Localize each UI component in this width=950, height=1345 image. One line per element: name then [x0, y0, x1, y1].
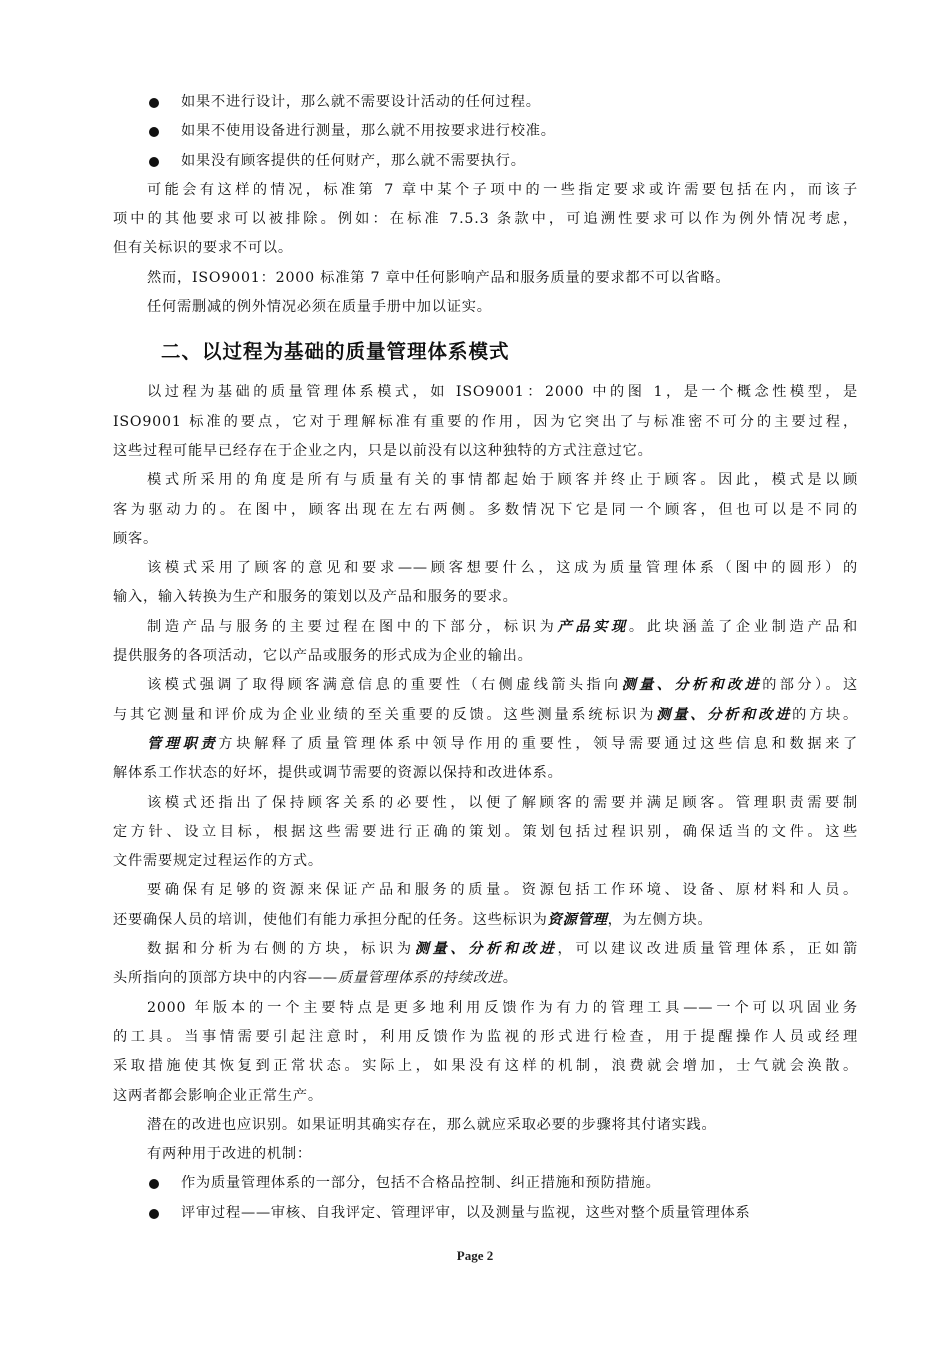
paragraph-line: 这两者都会影响企业正常生产。	[113, 1087, 323, 1104]
paragraph-line	[113, 613, 858, 642]
list-item-text: 评审过程——审核、自我评定、管理评审，以及测量与监视，这些对整个质量管理体系	[181, 1204, 751, 1221]
paragraph-line	[113, 701, 858, 730]
text-span: 的部分）。这	[762, 677, 858, 694]
list-item	[113, 88, 858, 117]
page-body	[113, 88, 858, 1228]
paragraph-line	[113, 906, 858, 935]
text-span: ，为左侧方块。	[607, 911, 713, 928]
text-span: 头所指向的顶部方块中的内容——	[113, 970, 338, 987]
emphasis-term: 测量、分析和改进	[414, 941, 558, 958]
paragraph-line: 解体系工作状态的好坏，提供或调节需要的资源以保持和改进体系。	[113, 765, 563, 782]
text-span: 的方块。	[792, 706, 858, 723]
paragraph-line: 的工具。当事情需要引起注意时，利用反馈作为监视的形式进行检查，用于提醒操作人员或经理	[113, 1028, 858, 1045]
paragraph-line	[113, 671, 858, 700]
paragraph-line: 可能会有这样的情况，标准第 7 章中某个子项中的一些指定要求或许需要包括在内，而该子	[147, 181, 858, 198]
paragraph-line: 有两种用于改进的机制：	[147, 1146, 312, 1163]
paragraph-line: 采取措施使其恢复到正常状态。实际上，如果没有这样的机制，浪费就会增加，士气就会涣散。	[113, 1058, 858, 1075]
emphasis-term: 测量、分析和改进	[621, 677, 763, 694]
text-span: 。此块涵盖了企业制造产品和	[628, 618, 858, 635]
paragraph-line: 该模式采用了顾客的意见和要求——顾客想要什么，这成为质量管理体系（图中的圆形）的	[147, 560, 858, 577]
list-item-text: 如果不进行设计，那么就不需要设计活动的任何过程。	[181, 94, 541, 110]
list-item-text: 如果没有顾客提供的任何财产，那么就不需要执行。	[181, 152, 526, 169]
bullet-icon	[149, 127, 159, 137]
page-number: Page 2	[456, 1248, 494, 1263]
text-span: 。	[502, 970, 518, 987]
bullet-icon	[149, 1209, 159, 1219]
text-span: 数据和分析为右侧的方块，标识为	[147, 941, 415, 958]
paragraph-line: 这些过程可能早已经存在于企业之内，只是以前没有以这种独特的方式注意过它。	[113, 442, 653, 459]
paragraph-line: 该模式还指出了保持顾客关系的必要性，以便了解顾客的需要并满足顾客。管理职责需要制	[147, 794, 858, 811]
paragraph-line: 顾客。	[113, 530, 158, 547]
paragraph-line: 要确保有足够的资源来保证产品和服务的质量。资源包括工作环境、设备、原材料和人员。	[147, 882, 858, 899]
emphasis-term: 管理职责	[147, 735, 219, 752]
list-item	[113, 1199, 858, 1228]
bullet-icon	[149, 157, 159, 167]
paragraph-line: 以过程为基础的质量管理体系模式，如 ISO9001：2000 中的图 1，是一个概念性模型，是	[147, 384, 858, 401]
paragraph-line: 输入，输入转换为生产和服务的策划以及产品和服务的要求。	[113, 589, 518, 606]
paragraph-line: ISO9001 标准的要点，它对于理解标准有重要的作用，因为它突出了与标准密不可分的主要过程，	[113, 413, 858, 430]
emphasis-term: 测量、分析和改进	[656, 706, 793, 723]
text-span: ，可以建议改进质量管理体系，正如箭	[557, 941, 858, 958]
paragraph-line: 任何需删减的例外情况必须在质量手册中加以证实。	[147, 299, 492, 316]
text-span: 制造产品与服务的主要过程在图中的下部分，标识为	[147, 618, 558, 635]
paragraph-line: 然而，ISO9001：2000 标准第 7 章中任何影响产品和服务质量的要求都不可以省略。	[147, 269, 731, 286]
paragraph-line: 模式所采用的角度是所有与质量有关的事情都起始于顾客并终止于顾客。因此，模式是以顾	[147, 472, 858, 489]
paragraph-line: 客为驱动力的。在图中，顾客出现在左右两侧。多数情况下它是同一个顾客，但也可以是不同的	[113, 501, 858, 518]
text-span: 与其它测量和评价成为企业业绩的至关重要的反馈。这些测量系统标识为	[113, 706, 657, 723]
text-span: 方块解释了质量管理体系中领导作用的重要性，领导需要通过这些信息和数据来了	[218, 735, 858, 752]
paragraph-line: 项中的其他要求可以被排除。例如：在标准 7.5.3 条款中，可追溯性要求可以作为例外情况考虑，	[113, 211, 858, 228]
paragraph-line	[113, 935, 858, 964]
paragraph-line	[113, 964, 858, 993]
emphasis-term: 资源管理	[547, 911, 608, 928]
paragraph-line: 潜在的改进也应识别。如果证明其确实存在，那么就应采取必要的步骤将其付诸实践。	[147, 1116, 717, 1133]
paragraph-line: 定方针、设立目标，根据这些需要进行正确的策划。策划包括过程识别，确保适当的文件。这些	[113, 823, 858, 840]
list-item	[113, 1169, 858, 1198]
section-heading: 二、以过程为基础的质量管理体系模式	[161, 340, 510, 364]
bullet-icon	[149, 98, 159, 108]
paragraph-line: 但有关标识的要求不可以。	[113, 240, 293, 257]
list-item	[113, 117, 858, 146]
bullet-icon	[149, 1179, 159, 1189]
paragraph-line: 2000 年版本的一个主要特点是更多地利用反馈作为有力的管理工具——一个可以巩固业务	[147, 999, 858, 1016]
text-span: 还要确保人员的培训，使他们有能力承担分配的任务。这些标识为	[113, 911, 548, 928]
list-item-text: 如果不使用设备进行测量，那么就不用按要求进行校准。	[181, 123, 556, 140]
emphasis-italic: 质量管理体系的持续改进	[337, 970, 503, 987]
paragraph-line: 提供服务的各项活动，它以产品或服务的形式成为企业的输出。	[113, 648, 533, 665]
list-item-text: 作为质量管理体系的一部分，包括不合格品控制、纠正措施和预防措施。	[181, 1175, 661, 1192]
paragraph-line: 文件需要规定过程运作的方式。	[113, 853, 323, 870]
emphasis-term: 产品实现	[557, 618, 629, 635]
text-span: 该模式强调了取得顾客满意信息的重要性（右侧虚线箭头指向	[147, 677, 622, 694]
paragraph-line	[113, 730, 858, 759]
list-item	[113, 147, 858, 176]
